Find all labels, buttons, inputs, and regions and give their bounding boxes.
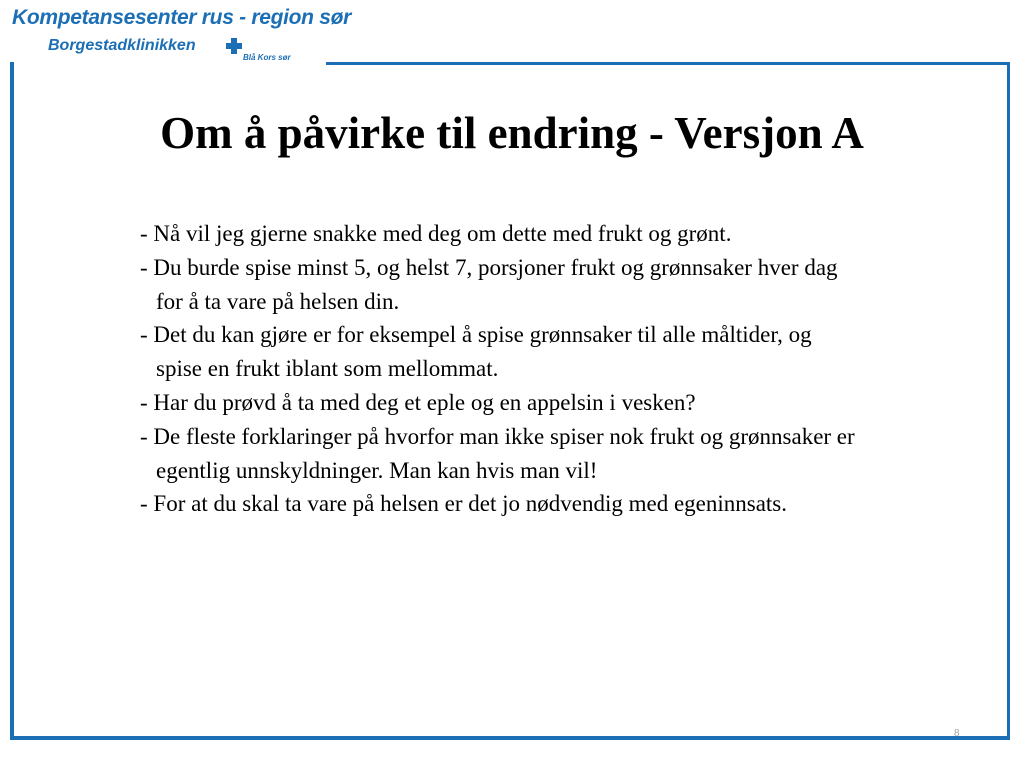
bullet-item: - Har du prøvd å ta med deg et eple og en appelsin i vesken? [140,389,696,415]
cross-icon [226,38,242,54]
bullet-item: - De fleste forklaringer på hvorfor man ikke spiser nok frukt og grønnsaker er egentlig unnskyldninger. Man kan hvis man vil! [140,423,855,483]
bullet-item: - For at du skal ta vare på helsen er det jo nødvendig med egeninnsats. [140,491,788,517]
bullet-item: - Det du kan gjøre er for eksempel å spise grønnsaker til alle måltider, og spise en frukt iblant som mellommat. [140,322,812,382]
logo-clinic-name: Borgestadklinikken [48,37,196,54]
logo-subtitle: Blå Kors sør [243,53,291,62]
bullet-list [140,217,860,521]
logo-organization-name: Kompetansesenter rus - region sør [12,6,352,29]
bullet-item: - Nå vil jeg gjerne snakke med deg om dette med frukt og grønt. [140,221,732,246]
page-number: 8 [954,727,960,739]
bullet-item: - Du burde spise minst 5, og helst 7, porsjoner frukt og grønnsaker hver dag for å ta vare på helsen din. [140,254,838,314]
slide-frame-top-line [326,62,1010,65]
slide-title: Om å påvirke til endring - Versjon A [160,108,864,158]
